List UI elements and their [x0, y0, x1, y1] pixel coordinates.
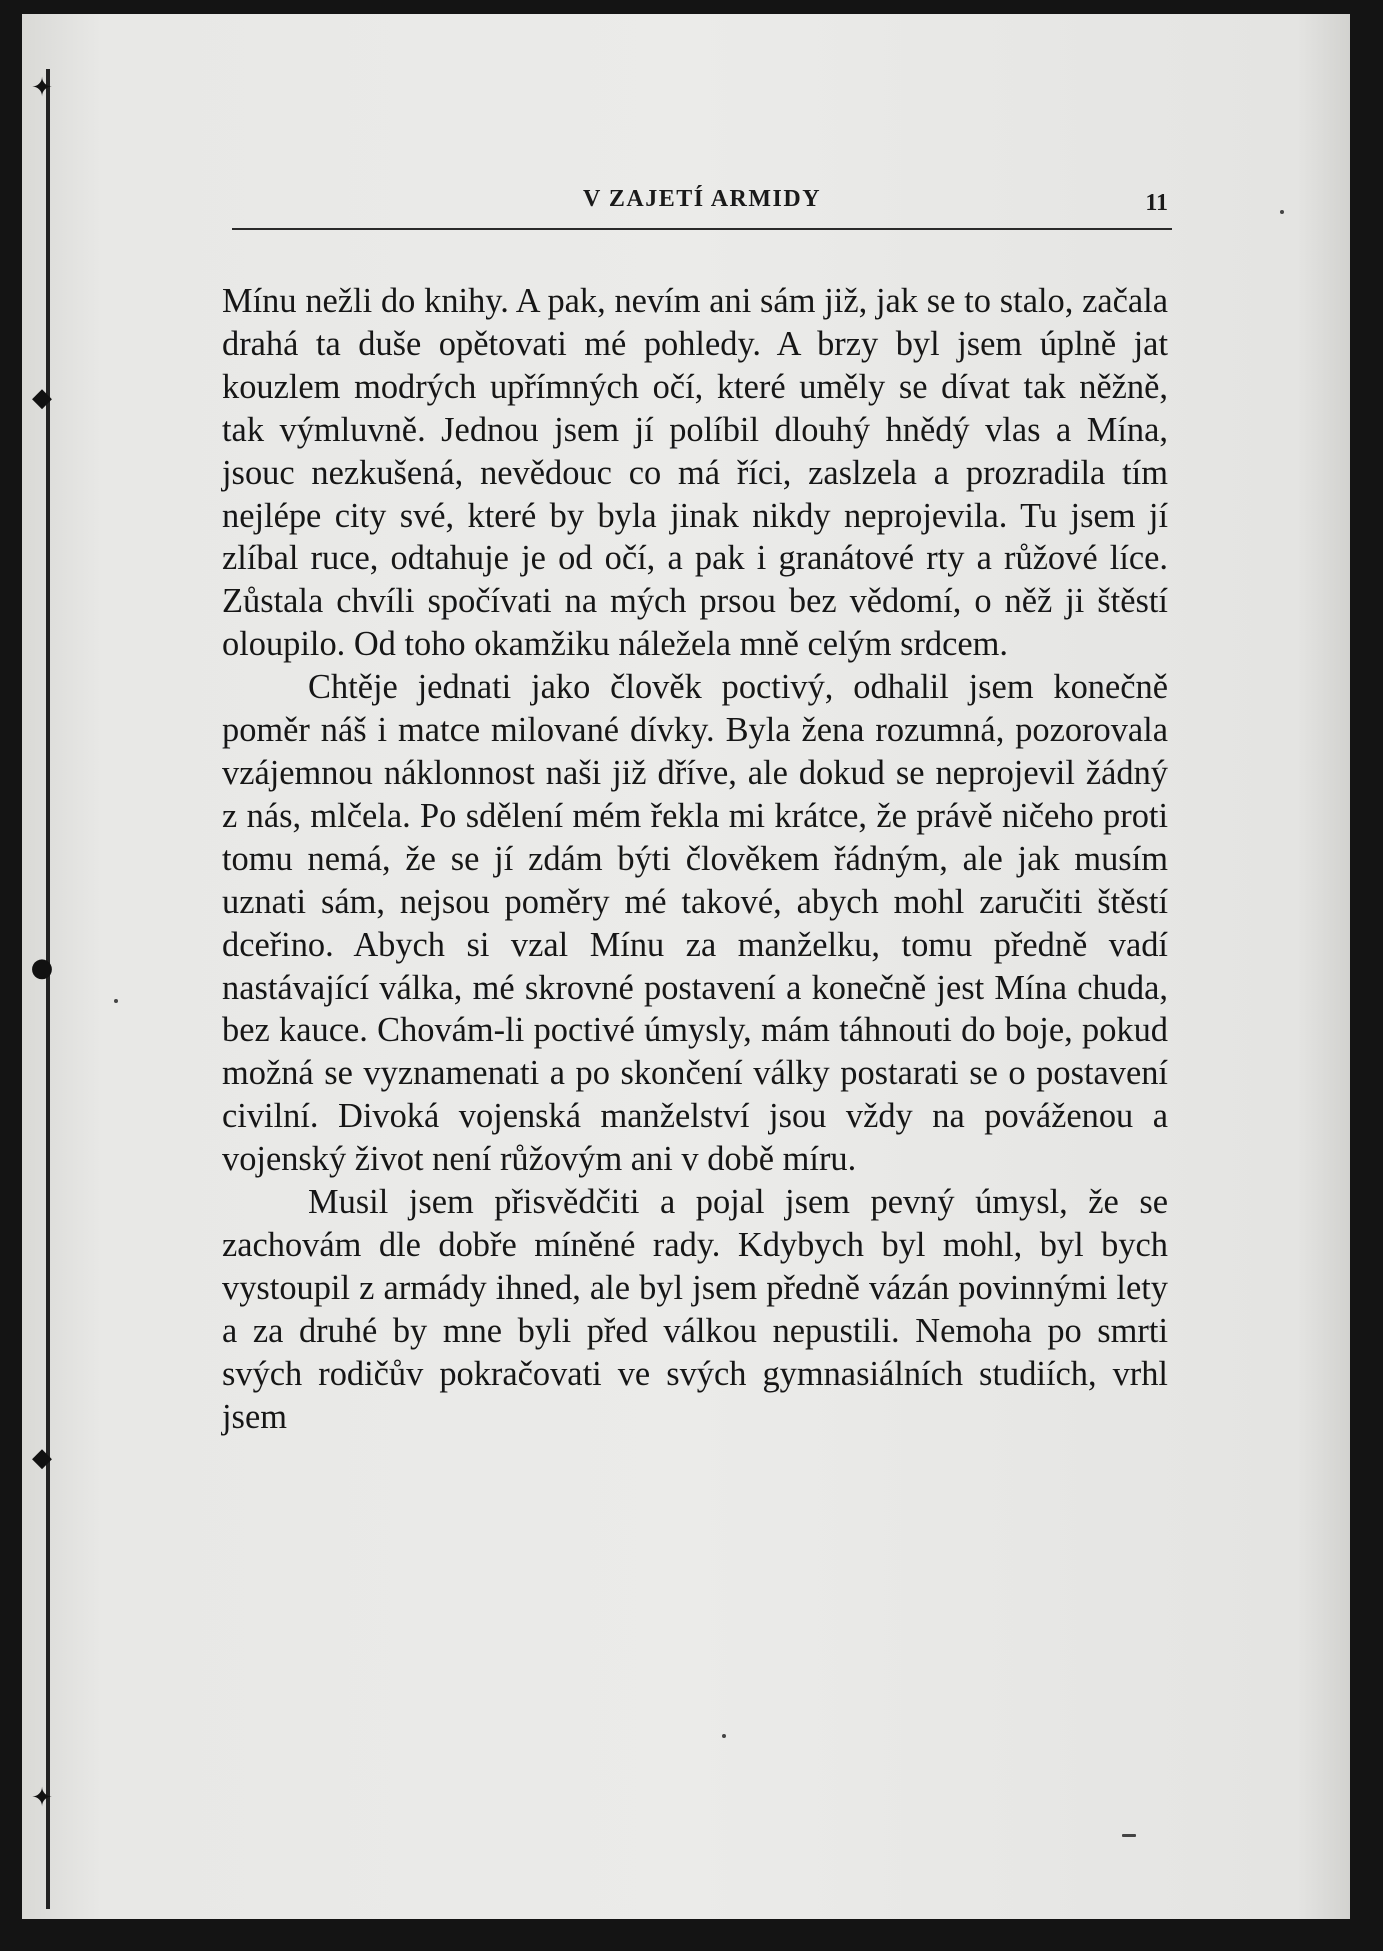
binding-stitch-mark: ◆ — [32, 383, 52, 413]
paper-speck — [722, 1734, 726, 1738]
paragraph: Mínu nežli do knihy. A pak, nevím ani sám již, jak se to stalo, začala drahá ta duše opětovati mé pohledy. A brzy byl jsem úplně jat kouzlem modrých upřímných očí, které uměly se dívat tak něžně, tak výmluvně. Jednou jsem jí políbil dlouhý hnědý vlas a Mína, jsouc nezkušená, nevědouc co má říci, zaslzela a prozradila tím nejlépe city své, které by byla jinak nikdy neprojevila. Tu jsem jí zlíbal ruce, odtahuje je od očí, a pak i granátové rty a růžové líce. Zůstala chvíli spočívati na mých prsou bez vědomí, o něž ji štěstí oloupilo. Od toho okamžiku náležela mně celým srdcem. — [222, 282, 1168, 664]
binding-stitch-mark: ● — [30, 953, 54, 983]
paper-speck — [114, 999, 118, 1003]
book-page — [22, 14, 1350, 1919]
binding-stitch-mark: ✦ — [31, 73, 53, 103]
body-text — [222, 280, 1168, 1438]
binding-stitch-mark: ◆ — [32, 1443, 52, 1473]
paragraph: Chtěje jednati jako člověk poctivý, odhalil jsem konečně poměr náš i matce milované dívky. Byla žena rozumná, pozorovala vzájemnou náklonnost naši již dříve, ale dokud se neprojevil žádný z nás, mlčela. Po sdělení mém řekla mi krátce, že právě ničeho proti tomu nemá, že se jí zdám býti člověkem řádným, ale jak musím uznati sám, nejsou poměry mé takové, abych mohl zaručiti štěstí dceřino. Abych si vzal Mínu za manželku, tomu předně vadí nastávající válka, mé skrovné postavení a konečně jest Mína chuda, bez kauce. Chovám-li poctivé úmysly, mám táhnouti do boje, pokud možná se vyznamenati a po skončení války postarati se o postavení civilní. Divoká vojenská manželství jsou vždy na pováženou a vojenský život není růžovým ani v době míru. — [222, 668, 1168, 1179]
paragraph: Musil jsem přisvědčiti a pojal jsem pevný úmysl, že se zachovám dle dobře míněné rady. Kdybych byl mohl, byl bych vystoupil z armády ihned, ale byl jsem předně vázán povinnými lety a za druhé by mne byli před válkou nepustili. Nemoha po smrti svých rodičův pokračovati ve svých gymnasiálních studiích, vrhl jsem — [222, 1183, 1168, 1436]
paper-speck — [1280, 210, 1284, 214]
running-title: V ZAJETÍ ARMIDY — [582, 186, 822, 212]
page-header — [232, 184, 1172, 230]
page-number: 11 — [1145, 190, 1168, 216]
paper-speck — [1122, 1834, 1136, 1837]
binding-stitch-mark: ✦ — [31, 1783, 53, 1813]
binding-edge — [46, 69, 50, 1909]
